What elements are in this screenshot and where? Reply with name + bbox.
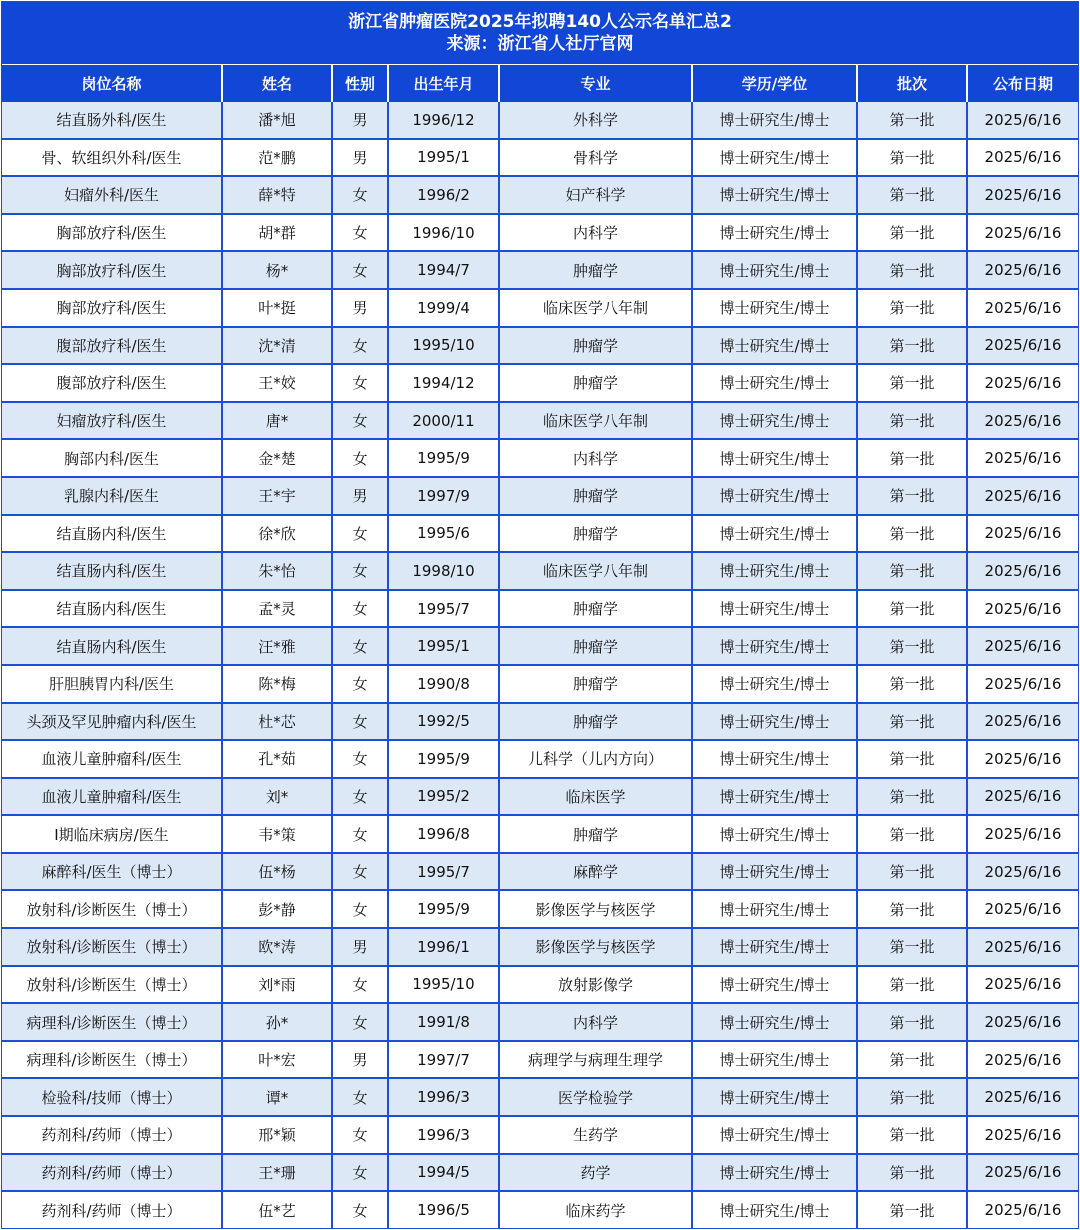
col-date-cell: 2025/6/16 xyxy=(967,289,1078,327)
col-major-cell: 妇产科学 xyxy=(499,176,692,214)
col-name-cell: 叶*宏 xyxy=(222,1041,332,1079)
col-birth-cell: 1996/8 xyxy=(388,815,499,853)
table-row xyxy=(2,552,1078,590)
col-batch-cell: 第一批 xyxy=(857,1041,967,1079)
table-row xyxy=(2,364,1078,402)
col-major-cell: 影像医学与核医学 xyxy=(499,890,692,928)
col-batch-cell: 第一批 xyxy=(857,1116,967,1154)
col-degree-cell: 博士研究生/博士 xyxy=(692,327,857,365)
header-row xyxy=(2,65,1078,102)
col-gender-cell: 女 xyxy=(332,552,388,590)
table-row xyxy=(2,1191,1078,1228)
col-gender-cell: 女 xyxy=(332,251,388,289)
col-major-cell: 医学检验学 xyxy=(499,1078,692,1116)
col-degree-cell: 博士研究生/博士 xyxy=(692,928,857,966)
col-degree-cell: 博士研究生/博士 xyxy=(692,439,857,477)
col-position-cell: 放射科/诊断医生（博士） xyxy=(2,966,222,1004)
col-gender-cell: 女 xyxy=(332,402,388,440)
source-line: 来源：浙江省人社厅官网 xyxy=(446,34,634,54)
table-title: 浙江省肿瘤医院2025年拟聘140人公示名单汇总2 xyxy=(348,12,732,32)
col-position-cell: 结直肠内科/医生 xyxy=(2,590,222,628)
col-date-cell: 2025/6/16 xyxy=(967,890,1078,928)
col-date-header: 公布日期 xyxy=(967,65,1078,102)
col-position-cell: 放射科/诊断医生（博士） xyxy=(2,928,222,966)
col-birth-cell: 1995/2 xyxy=(388,778,499,816)
col-batch-cell: 第一批 xyxy=(857,515,967,553)
col-major-cell: 内科学 xyxy=(499,439,692,477)
col-birth-cell: 1999/4 xyxy=(388,289,499,327)
col-name-cell: 孙* xyxy=(222,1003,332,1041)
table-row xyxy=(2,251,1078,289)
table-row xyxy=(2,1154,1078,1192)
col-gender-cell: 女 xyxy=(332,665,388,703)
col-name-header: 姓名 xyxy=(222,65,332,102)
col-batch-cell: 第一批 xyxy=(857,327,967,365)
col-name-cell: 王*珊 xyxy=(222,1154,332,1192)
col-major-cell: 肿瘤学 xyxy=(499,515,692,553)
col-gender-cell: 女 xyxy=(332,853,388,891)
col-date-cell: 2025/6/16 xyxy=(967,740,1078,778)
col-gender-cell: 女 xyxy=(332,364,388,402)
col-gender-cell: 女 xyxy=(332,966,388,1004)
title-bar xyxy=(2,2,1078,65)
col-name-cell: 邢*颖 xyxy=(222,1116,332,1154)
col-gender-cell: 女 xyxy=(332,1116,388,1154)
col-date-cell: 2025/6/16 xyxy=(967,1078,1078,1116)
col-date-cell: 2025/6/16 xyxy=(967,439,1078,477)
col-birth-cell: 1994/12 xyxy=(388,364,499,402)
col-gender-cell: 男 xyxy=(332,289,388,327)
col-name-cell: 欧*涛 xyxy=(222,928,332,966)
col-position-cell: 头颈及罕见肿瘤内科/医生 xyxy=(2,703,222,741)
col-degree-cell: 博士研究生/博士 xyxy=(692,590,857,628)
col-batch-cell: 第一批 xyxy=(857,1191,967,1228)
col-batch-cell: 第一批 xyxy=(857,214,967,252)
col-major-cell: 儿科学（儿内方向） xyxy=(499,740,692,778)
col-name-cell: 金*楚 xyxy=(222,439,332,477)
col-position-cell: 胸部放疗科/医生 xyxy=(2,289,222,327)
col-batch-cell: 第一批 xyxy=(857,364,967,402)
col-degree-cell: 博士研究生/博士 xyxy=(692,1078,857,1116)
col-date-cell: 2025/6/16 xyxy=(967,1116,1078,1154)
col-birth-cell: 1998/10 xyxy=(388,552,499,590)
col-major-cell: 内科学 xyxy=(499,1003,692,1041)
table-row xyxy=(2,966,1078,1004)
table-row xyxy=(2,515,1078,553)
col-batch-cell: 第一批 xyxy=(857,1078,967,1116)
col-gender-cell: 女 xyxy=(332,778,388,816)
col-gender-cell: 女 xyxy=(332,327,388,365)
col-position-cell: 病理科/诊断医生（博士） xyxy=(2,1041,222,1079)
table-row xyxy=(2,890,1078,928)
col-major-cell: 肿瘤学 xyxy=(499,251,692,289)
col-birth-cell: 1997/7 xyxy=(388,1041,499,1079)
col-date-cell: 2025/6/16 xyxy=(967,627,1078,665)
col-name-cell: 刘* xyxy=(222,778,332,816)
col-position-cell: 妇瘤放疗科/医生 xyxy=(2,402,222,440)
col-major-cell: 肿瘤学 xyxy=(499,665,692,703)
col-position-cell: 骨、软组织外科/医生 xyxy=(2,139,222,177)
col-date-cell: 2025/6/16 xyxy=(967,176,1078,214)
table-row xyxy=(2,214,1078,252)
col-name-cell: 叶*挺 xyxy=(222,289,332,327)
col-degree-cell: 博士研究生/博士 xyxy=(692,1003,857,1041)
col-batch-cell: 第一批 xyxy=(857,552,967,590)
col-name-cell: 王*姣 xyxy=(222,364,332,402)
col-degree-cell: 博士研究生/博士 xyxy=(692,703,857,741)
roster-table xyxy=(2,65,1078,1228)
table-row xyxy=(2,1041,1078,1079)
col-name-cell: 刘*雨 xyxy=(222,966,332,1004)
col-degree-cell: 博士研究生/博士 xyxy=(692,1041,857,1079)
col-position-cell: 结直肠内科/医生 xyxy=(2,552,222,590)
table-row xyxy=(2,102,1078,139)
col-degree-cell: 博士研究生/博士 xyxy=(692,176,857,214)
col-gender-cell: 女 xyxy=(332,214,388,252)
col-degree-cell: 博士研究生/博士 xyxy=(692,778,857,816)
col-date-cell: 2025/6/16 xyxy=(967,1003,1078,1041)
col-birth-cell: 1995/1 xyxy=(388,627,499,665)
col-date-cell: 2025/6/16 xyxy=(967,1191,1078,1228)
col-name-cell: 王*宇 xyxy=(222,477,332,515)
col-major-cell: 生药学 xyxy=(499,1116,692,1154)
table-row xyxy=(2,1003,1078,1041)
col-birth-cell: 1995/9 xyxy=(388,740,499,778)
col-date-cell: 2025/6/16 xyxy=(967,327,1078,365)
col-date-cell: 2025/6/16 xyxy=(967,590,1078,628)
col-birth-cell: 1996/1 xyxy=(388,928,499,966)
col-birth-cell: 1994/5 xyxy=(388,1154,499,1192)
col-batch-cell: 第一批 xyxy=(857,627,967,665)
table-row xyxy=(2,815,1078,853)
col-batch-cell: 第一批 xyxy=(857,815,967,853)
table-row xyxy=(2,740,1078,778)
col-degree-cell: 博士研究生/博士 xyxy=(692,1116,857,1154)
col-date-cell: 2025/6/16 xyxy=(967,102,1078,139)
col-position-cell: 病理科/诊断医生（博士） xyxy=(2,1003,222,1041)
col-degree-cell: 博士研究生/博士 xyxy=(692,665,857,703)
col-batch-cell: 第一批 xyxy=(857,665,967,703)
col-birth-cell: 1995/9 xyxy=(388,890,499,928)
col-batch-cell: 第一批 xyxy=(857,139,967,177)
table-row xyxy=(2,590,1078,628)
col-batch-cell: 第一批 xyxy=(857,590,967,628)
col-batch-cell: 第一批 xyxy=(857,928,967,966)
col-major-cell: 临床医学 xyxy=(499,778,692,816)
col-major-cell: 临床医学八年制 xyxy=(499,552,692,590)
col-major-cell: 药学 xyxy=(499,1154,692,1192)
col-major-cell: 肿瘤学 xyxy=(499,327,692,365)
col-birth-header: 出生年月 xyxy=(388,65,499,102)
col-major-header: 专业 xyxy=(499,65,692,102)
col-gender-cell: 女 xyxy=(332,515,388,553)
col-batch-cell: 第一批 xyxy=(857,966,967,1004)
col-name-cell: 薛*特 xyxy=(222,176,332,214)
col-degree-cell: 博士研究生/博士 xyxy=(692,102,857,139)
col-name-cell: 杜*芯 xyxy=(222,703,332,741)
col-date-cell: 2025/6/16 xyxy=(967,515,1078,553)
col-position-cell: 结直肠外科/医生 xyxy=(2,102,222,139)
col-major-cell: 影像医学与核医学 xyxy=(499,928,692,966)
col-birth-cell: 1995/1 xyxy=(388,139,499,177)
col-name-cell: 沈*清 xyxy=(222,327,332,365)
table-row xyxy=(2,665,1078,703)
col-degree-cell: 博士研究生/博士 xyxy=(692,139,857,177)
col-position-cell: 结直肠内科/医生 xyxy=(2,627,222,665)
col-gender-cell: 女 xyxy=(332,1191,388,1228)
col-birth-cell: 1996/2 xyxy=(388,176,499,214)
col-gender-cell: 男 xyxy=(332,102,388,139)
col-position-cell: 胸部放疗科/医生 xyxy=(2,214,222,252)
col-name-cell: 胡*群 xyxy=(222,214,332,252)
col-gender-cell: 男 xyxy=(332,139,388,177)
col-degree-cell: 博士研究生/博士 xyxy=(692,966,857,1004)
col-position-cell: 药剂科/药师（博士） xyxy=(2,1116,222,1154)
col-major-cell: 骨科学 xyxy=(499,139,692,177)
col-major-cell: 肿瘤学 xyxy=(499,703,692,741)
table-row xyxy=(2,778,1078,816)
col-name-cell: 朱*怡 xyxy=(222,552,332,590)
col-position-cell: 放射科/诊断医生（博士） xyxy=(2,890,222,928)
table-row xyxy=(2,402,1078,440)
col-position-cell: 血液儿童肿瘤科/医生 xyxy=(2,740,222,778)
col-date-cell: 2025/6/16 xyxy=(967,364,1078,402)
col-degree-cell: 博士研究生/博士 xyxy=(692,402,857,440)
col-birth-cell: 1995/7 xyxy=(388,590,499,628)
col-degree-cell: 博士研究生/博士 xyxy=(692,1191,857,1228)
col-degree-cell: 博士研究生/博士 xyxy=(692,477,857,515)
col-batch-cell: 第一批 xyxy=(857,1003,967,1041)
col-major-cell: 临床医学八年制 xyxy=(499,402,692,440)
col-gender-cell: 女 xyxy=(332,815,388,853)
col-name-cell: 徐*欣 xyxy=(222,515,332,553)
col-position-cell: 结直肠内科/医生 xyxy=(2,515,222,553)
col-date-cell: 2025/6/16 xyxy=(967,966,1078,1004)
col-batch-cell: 第一批 xyxy=(857,740,967,778)
col-birth-cell: 1991/8 xyxy=(388,1003,499,1041)
table-row xyxy=(2,703,1078,741)
col-major-cell: 病理学与病理生理学 xyxy=(499,1041,692,1079)
col-gender-cell: 女 xyxy=(332,627,388,665)
col-birth-cell: 1996/5 xyxy=(388,1191,499,1228)
col-birth-cell: 1995/10 xyxy=(388,966,499,1004)
col-date-cell: 2025/6/16 xyxy=(967,665,1078,703)
col-position-cell: 胸部内科/医生 xyxy=(2,439,222,477)
col-date-cell: 2025/6/16 xyxy=(967,139,1078,177)
col-date-cell: 2025/6/16 xyxy=(967,214,1078,252)
table-row xyxy=(2,853,1078,891)
col-gender-cell: 男 xyxy=(332,928,388,966)
col-batch-cell: 第一批 xyxy=(857,102,967,139)
col-gender-cell: 女 xyxy=(332,1078,388,1116)
col-birth-cell: 1996/10 xyxy=(388,214,499,252)
col-position-cell: 腹部放疗科/医生 xyxy=(2,364,222,402)
col-degree-cell: 博士研究生/博士 xyxy=(692,815,857,853)
col-degree-cell: 博士研究生/博士 xyxy=(692,853,857,891)
col-gender-cell: 女 xyxy=(332,1003,388,1041)
col-batch-cell: 第一批 xyxy=(857,703,967,741)
col-degree-cell: 博士研究生/博士 xyxy=(692,627,857,665)
col-gender-cell: 男 xyxy=(332,477,388,515)
col-date-cell: 2025/6/16 xyxy=(967,477,1078,515)
col-major-cell: 肿瘤学 xyxy=(499,627,692,665)
col-batch-cell: 第一批 xyxy=(857,477,967,515)
col-batch-header: 批次 xyxy=(857,65,967,102)
table-body xyxy=(2,102,1078,1228)
col-birth-cell: 1992/5 xyxy=(388,703,499,741)
col-date-cell: 2025/6/16 xyxy=(967,402,1078,440)
col-name-cell: 伍*艺 xyxy=(222,1191,332,1228)
col-name-cell: 伍*杨 xyxy=(222,853,332,891)
col-major-cell: 肿瘤学 xyxy=(499,364,692,402)
col-birth-cell: 1995/6 xyxy=(388,515,499,553)
col-gender-cell: 女 xyxy=(332,740,388,778)
col-position-cell: 胸部放疗科/医生 xyxy=(2,251,222,289)
col-date-cell: 2025/6/16 xyxy=(967,1041,1078,1079)
col-date-cell: 2025/6/16 xyxy=(967,1154,1078,1192)
col-position-cell: 乳腺内科/医生 xyxy=(2,477,222,515)
col-degree-cell: 博士研究生/博士 xyxy=(692,1154,857,1192)
col-name-cell: 潘*旭 xyxy=(222,102,332,139)
col-major-cell: 肿瘤学 xyxy=(499,590,692,628)
col-batch-cell: 第一批 xyxy=(857,402,967,440)
col-major-cell: 肿瘤学 xyxy=(499,477,692,515)
col-position-cell: 腹部放疗科/医生 xyxy=(2,327,222,365)
table-row xyxy=(2,327,1078,365)
col-name-cell: 孔*茹 xyxy=(222,740,332,778)
col-date-cell: 2025/6/16 xyxy=(967,703,1078,741)
table-row xyxy=(2,928,1078,966)
col-degree-header: 学历/学位 xyxy=(692,65,857,102)
col-gender-header: 性别 xyxy=(332,65,388,102)
col-date-cell: 2025/6/16 xyxy=(967,251,1078,289)
col-name-cell: 孟*灵 xyxy=(222,590,332,628)
col-birth-cell: 1996/12 xyxy=(388,102,499,139)
col-birth-cell: 1990/8 xyxy=(388,665,499,703)
col-major-cell: 临床医学八年制 xyxy=(499,289,692,327)
col-name-cell: 彭*静 xyxy=(222,890,332,928)
col-date-cell: 2025/6/16 xyxy=(967,853,1078,891)
col-gender-cell: 女 xyxy=(332,703,388,741)
table-row xyxy=(2,477,1078,515)
col-major-cell: 麻醉学 xyxy=(499,853,692,891)
col-position-cell: 血液儿童肿瘤科/医生 xyxy=(2,778,222,816)
col-batch-cell: 第一批 xyxy=(857,176,967,214)
col-degree-cell: 博士研究生/博士 xyxy=(692,251,857,289)
col-birth-cell: 1997/9 xyxy=(388,477,499,515)
col-degree-cell: 博士研究生/博士 xyxy=(692,364,857,402)
col-date-cell: 2025/6/16 xyxy=(967,552,1078,590)
col-name-cell: 唐* xyxy=(222,402,332,440)
col-degree-cell: 博士研究生/博士 xyxy=(692,214,857,252)
col-birth-cell: 1995/7 xyxy=(388,853,499,891)
col-name-cell: 陈*梅 xyxy=(222,665,332,703)
col-position-cell: I期临床病房/医生 xyxy=(2,815,222,853)
col-position-cell: 药剂科/药师（博士） xyxy=(2,1191,222,1228)
table-row xyxy=(2,439,1078,477)
col-batch-cell: 第一批 xyxy=(857,251,967,289)
col-major-cell: 肿瘤学 xyxy=(499,815,692,853)
roster-sheet xyxy=(1,1,1079,1229)
col-major-cell: 临床药学 xyxy=(499,1191,692,1228)
col-degree-cell: 博士研究生/博士 xyxy=(692,515,857,553)
col-batch-cell: 第一批 xyxy=(857,289,967,327)
col-position-cell: 妇瘤外科/医生 xyxy=(2,176,222,214)
col-gender-cell: 女 xyxy=(332,1154,388,1192)
col-position-cell: 肝胆胰胃内科/医生 xyxy=(2,665,222,703)
col-batch-cell: 第一批 xyxy=(857,1154,967,1192)
col-degree-cell: 博士研究生/博士 xyxy=(692,289,857,327)
col-gender-cell: 女 xyxy=(332,176,388,214)
table-row xyxy=(2,289,1078,327)
col-gender-cell: 女 xyxy=(332,439,388,477)
col-date-cell: 2025/6/16 xyxy=(967,815,1078,853)
col-name-cell: 谭* xyxy=(222,1078,332,1116)
table-row xyxy=(2,1116,1078,1154)
col-date-cell: 2025/6/16 xyxy=(967,778,1078,816)
col-birth-cell: 2000/11 xyxy=(388,402,499,440)
col-birth-cell: 1996/3 xyxy=(388,1078,499,1116)
col-position-cell: 检验科/技师（博士） xyxy=(2,1078,222,1116)
col-date-cell: 2025/6/16 xyxy=(967,928,1078,966)
table-row xyxy=(2,139,1078,177)
table-row xyxy=(2,627,1078,665)
table-row xyxy=(2,176,1078,214)
col-gender-cell: 女 xyxy=(332,590,388,628)
col-batch-cell: 第一批 xyxy=(857,890,967,928)
col-degree-cell: 博士研究生/博士 xyxy=(692,740,857,778)
col-name-cell: 韦*策 xyxy=(222,815,332,853)
col-gender-cell: 男 xyxy=(332,1041,388,1079)
col-batch-cell: 第一批 xyxy=(857,439,967,477)
col-birth-cell: 1995/10 xyxy=(388,327,499,365)
table-row xyxy=(2,1078,1078,1116)
col-degree-cell: 博士研究生/博士 xyxy=(692,890,857,928)
col-name-cell: 范*鹏 xyxy=(222,139,332,177)
col-gender-cell: 女 xyxy=(332,890,388,928)
col-position-cell: 麻醉科/医生（博士） xyxy=(2,853,222,891)
col-batch-cell: 第一批 xyxy=(857,778,967,816)
col-degree-cell: 博士研究生/博士 xyxy=(692,552,857,590)
col-birth-cell: 1996/3 xyxy=(388,1116,499,1154)
col-position-header: 岗位名称 xyxy=(2,65,222,102)
col-birth-cell: 1994/7 xyxy=(388,251,499,289)
col-major-cell: 外科学 xyxy=(499,102,692,139)
col-position-cell: 药剂科/药师（博士） xyxy=(2,1154,222,1192)
col-batch-cell: 第一批 xyxy=(857,853,967,891)
col-major-cell: 放射影像学 xyxy=(499,966,692,1004)
col-birth-cell: 1995/9 xyxy=(388,439,499,477)
col-major-cell: 内科学 xyxy=(499,214,692,252)
col-name-cell: 杨* xyxy=(222,251,332,289)
col-name-cell: 汪*雅 xyxy=(222,627,332,665)
